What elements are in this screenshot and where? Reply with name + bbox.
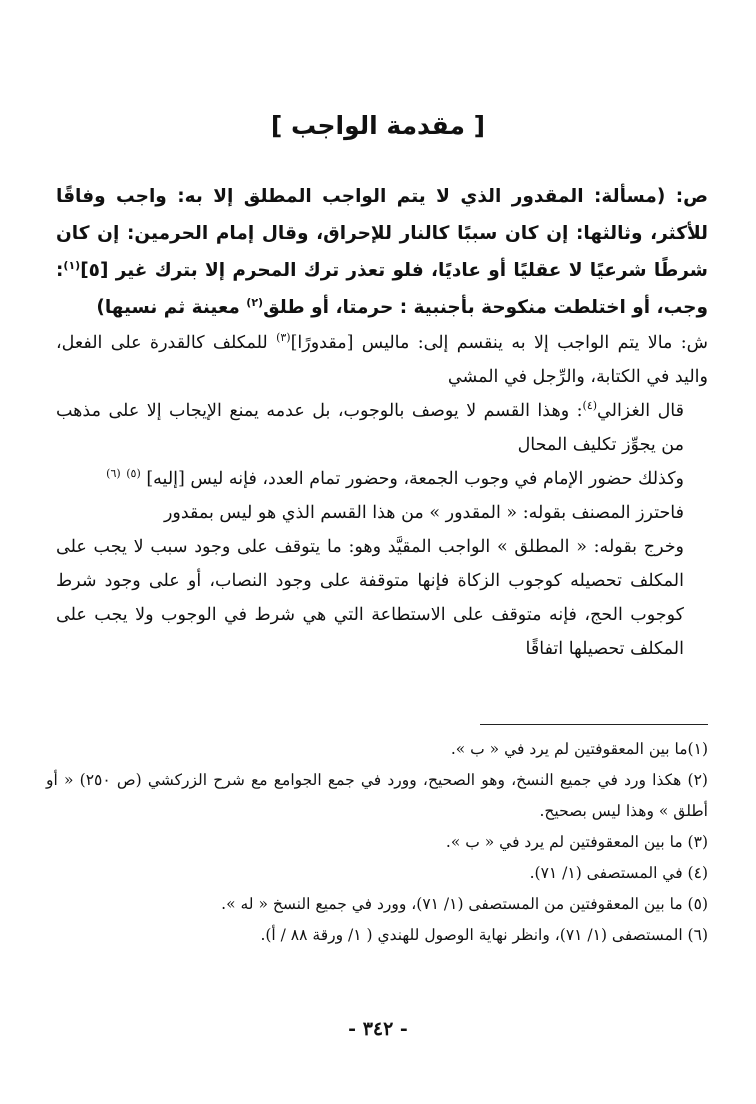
sharh-paragraph: فاحترز المصنف بقوله: « المقدور » من هذا القسم الذي هو ليس بمقدور <box>163 503 684 523</box>
footnote: (٤) في المستصفى (١/ ٧١). <box>529 864 708 882</box>
sharh-paragraph: وخرج بقوله: « المطلق » الواجب المقيَّد وهو: ما يتوقف على وجود سبب لا يجب على المكلف تحصيله كوجوب الزكاة فإنها متوقفة على وجود النصاب، أو على وجود شرط كوجوب الحج، فإنه متوقف على الاستطاعة التي هي شرط في الوجوب ولا يجب على المكلف تحصيلها اتفاقًا <box>56 537 684 659</box>
footnote-ref: (٥) <box>126 467 141 481</box>
footnote: (٢) هكذا ورد في جميع النسخ، وهو الصحيح، وورد في جمع الجوامع مع شرح الزركشي (ص ٢٥٠) « أو أطلق » وهذا ليس بصحيح. <box>46 771 708 820</box>
sharh-text: : وهذا القسم لا يوصف بالوجوب، بل عدمه يمنع الإيجاب إلا على مذهب من يجوِّز تكليف المحال <box>56 401 684 455</box>
footnote-ref: (٤) <box>582 399 598 413</box>
matn-text: ص: (مسألة: المقدور الذي لا يتم الواجب المطلق إلا به: واجب وفاقًا للأكثر، وثالثها: إن كان سببًا كالنار للإحراق، وقال إمام الحرمين: إن كان شرطًا شرعيًا لا عقليًا أو عاديًا، فلو تعذر ترك المحرم إلا بترك غير [٥] <box>56 186 708 281</box>
footnote-ref: (٣) <box>276 331 291 345</box>
sharh-text: ش: مالا يتم الواجب إلا به ينقسم إلى: ماليس [مقدورًا] <box>290 333 708 353</box>
footnote-ref: (١) <box>63 258 81 272</box>
sharh-text: قال الغزالي <box>597 401 684 421</box>
sharh-paragraph <box>56 394 708 462</box>
footnote: (٣) ما بين المعقوفتين لم يرد في « ب ». <box>445 833 708 851</box>
footnotes <box>46 734 708 951</box>
footnote: (٥) ما بين المعقوفتين من المستصفى (١/ ٧١)، وورد في جميع النسخ « له ». <box>221 895 708 913</box>
footnote-ref: (٦) <box>106 467 121 481</box>
page-number: - ٣٤٢ - <box>348 1018 408 1040</box>
matn-text-ending: معينة ثم نسيها) <box>96 297 247 318</box>
footnote: (١)ما بين المعقوفتين لم يرد في « ب ». <box>450 740 708 758</box>
sharh-paragraph <box>56 462 708 496</box>
matn-paragraph <box>56 178 708 326</box>
matn-text-continuation: : وجب، أو اختلطت منكوحة بأجنبية : حرمتا، أو طلق <box>56 260 708 318</box>
footnote-separator <box>480 724 708 725</box>
chapter-title: [ مقدمة الواجب ] <box>270 111 486 140</box>
sharh-text: وكذلك حضور الإمام في وجوب الجمعة، وحضور تمام العدد، فإنه ليس [إليه] <box>146 469 684 489</box>
footnote-ref: (٢) <box>246 295 264 309</box>
sharh-text: للمكلف كالقدرة على الفعل، واليد في الكتابة، والرِّجل في المشي <box>56 333 708 387</box>
main-text <box>56 178 708 666</box>
sharh-paragraph <box>56 326 708 394</box>
footnote: (٦) المستصفى (١/ ٧١)، وانظر نهاية الوصول للهندي ( ١/ ورقة ٨٨ / أ). <box>260 926 708 944</box>
